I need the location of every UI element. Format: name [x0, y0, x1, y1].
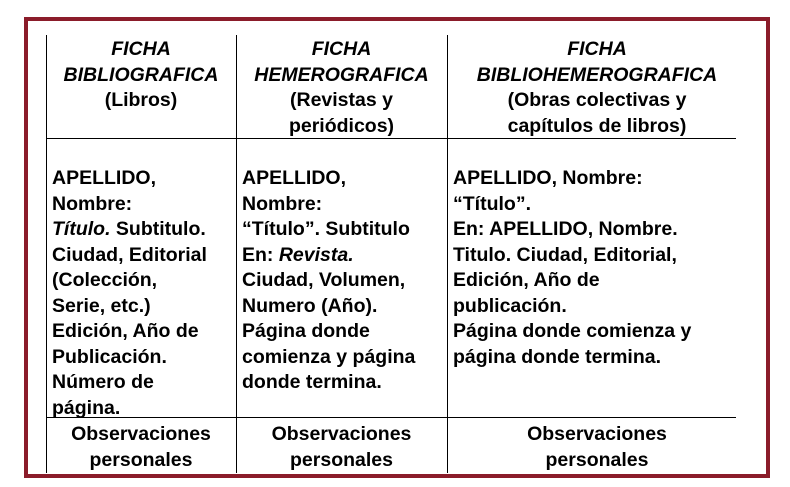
header-subtitle-line1: (Obras colectivas y	[507, 89, 687, 111]
body-line: En: APELLIDO, Nombre.	[453, 218, 678, 240]
body-line: Edición, Año de	[52, 320, 199, 342]
body-bibliohemerografica	[447, 166, 747, 370]
footer-line2: personales	[545, 448, 649, 471]
body-line: donde termina.	[242, 371, 382, 393]
body-line: Nombre:	[52, 192, 133, 215]
body-line: Publicación.	[52, 345, 167, 368]
header-bibliohemerografica	[447, 37, 747, 139]
header-title-line2: HEMEROGRAFICA	[254, 63, 429, 86]
footer-line2: personales	[290, 448, 393, 471]
body-line: “Título”.	[453, 192, 531, 215]
body-line: Titulo. Ciudad, Editorial,	[453, 243, 677, 266]
body-line: página donde termina.	[453, 345, 662, 368]
ficha-table-frame	[24, 17, 770, 478]
footer-bibliohemerografica	[447, 422, 747, 473]
body-line: Página donde	[242, 320, 370, 342]
body-line: Número de	[52, 371, 154, 393]
footer-line2: personales	[89, 448, 193, 471]
header-bibliografica	[46, 37, 236, 114]
footer-bibliografica	[46, 422, 236, 473]
header-title-line1: FICHA	[111, 38, 171, 60]
body-line: Nombre:	[242, 192, 323, 215]
header-subtitle-line1: (Libros)	[104, 89, 178, 111]
body-line: APELLIDO,	[242, 167, 347, 189]
body-line: APELLIDO, Nombre:	[453, 167, 643, 189]
body-bibliografica	[46, 166, 236, 421]
body-line: Ciudad, Editorial	[52, 243, 207, 266]
header-subtitle-line2: periódicos)	[288, 114, 395, 137]
footer-line1: Observaciones	[71, 423, 211, 445]
body-line	[242, 243, 447, 269]
header-hemerografica	[236, 37, 447, 139]
header-title-line2: BIBLIOGRAFICA	[63, 63, 219, 86]
body-line: Serie, etc.)	[52, 294, 151, 317]
body-line: Numero (Año).	[242, 294, 378, 317]
header-title-line1: FICHA	[311, 38, 372, 60]
body-hemerografica	[236, 166, 447, 396]
body-line: publicación.	[453, 294, 567, 317]
body-line: (Colección,	[52, 269, 158, 291]
body-text: Subtitulo.	[110, 218, 206, 240]
body-line: página.	[52, 396, 121, 419]
body-line: Edición, Año de	[453, 269, 600, 291]
body-line: Página donde comienza y	[453, 320, 692, 342]
body-line: Ciudad, Volumen,	[242, 269, 406, 291]
footer-line1: Observaciones	[271, 423, 412, 445]
header-title-line2: BIBLIOHEMEROGRAFICA	[476, 63, 718, 86]
body-italic-text: Revista.	[278, 243, 354, 266]
header-subtitle-line1: (Revistas y	[290, 89, 393, 111]
body-line: comienza y página	[242, 345, 416, 368]
body-text: En:	[242, 243, 279, 266]
footer-line1: Observaciones	[527, 423, 667, 445]
body-line: APELLIDO,	[52, 167, 157, 189]
footer-hemerografica	[236, 422, 447, 473]
header-subtitle-line2: capítulos de libros)	[507, 114, 687, 137]
body-line	[52, 217, 236, 243]
header-title-line1: FICHA	[567, 38, 627, 60]
body-italic-text: Título.	[52, 218, 111, 240]
body-line: “Título”. Subtitulo	[242, 218, 410, 240]
